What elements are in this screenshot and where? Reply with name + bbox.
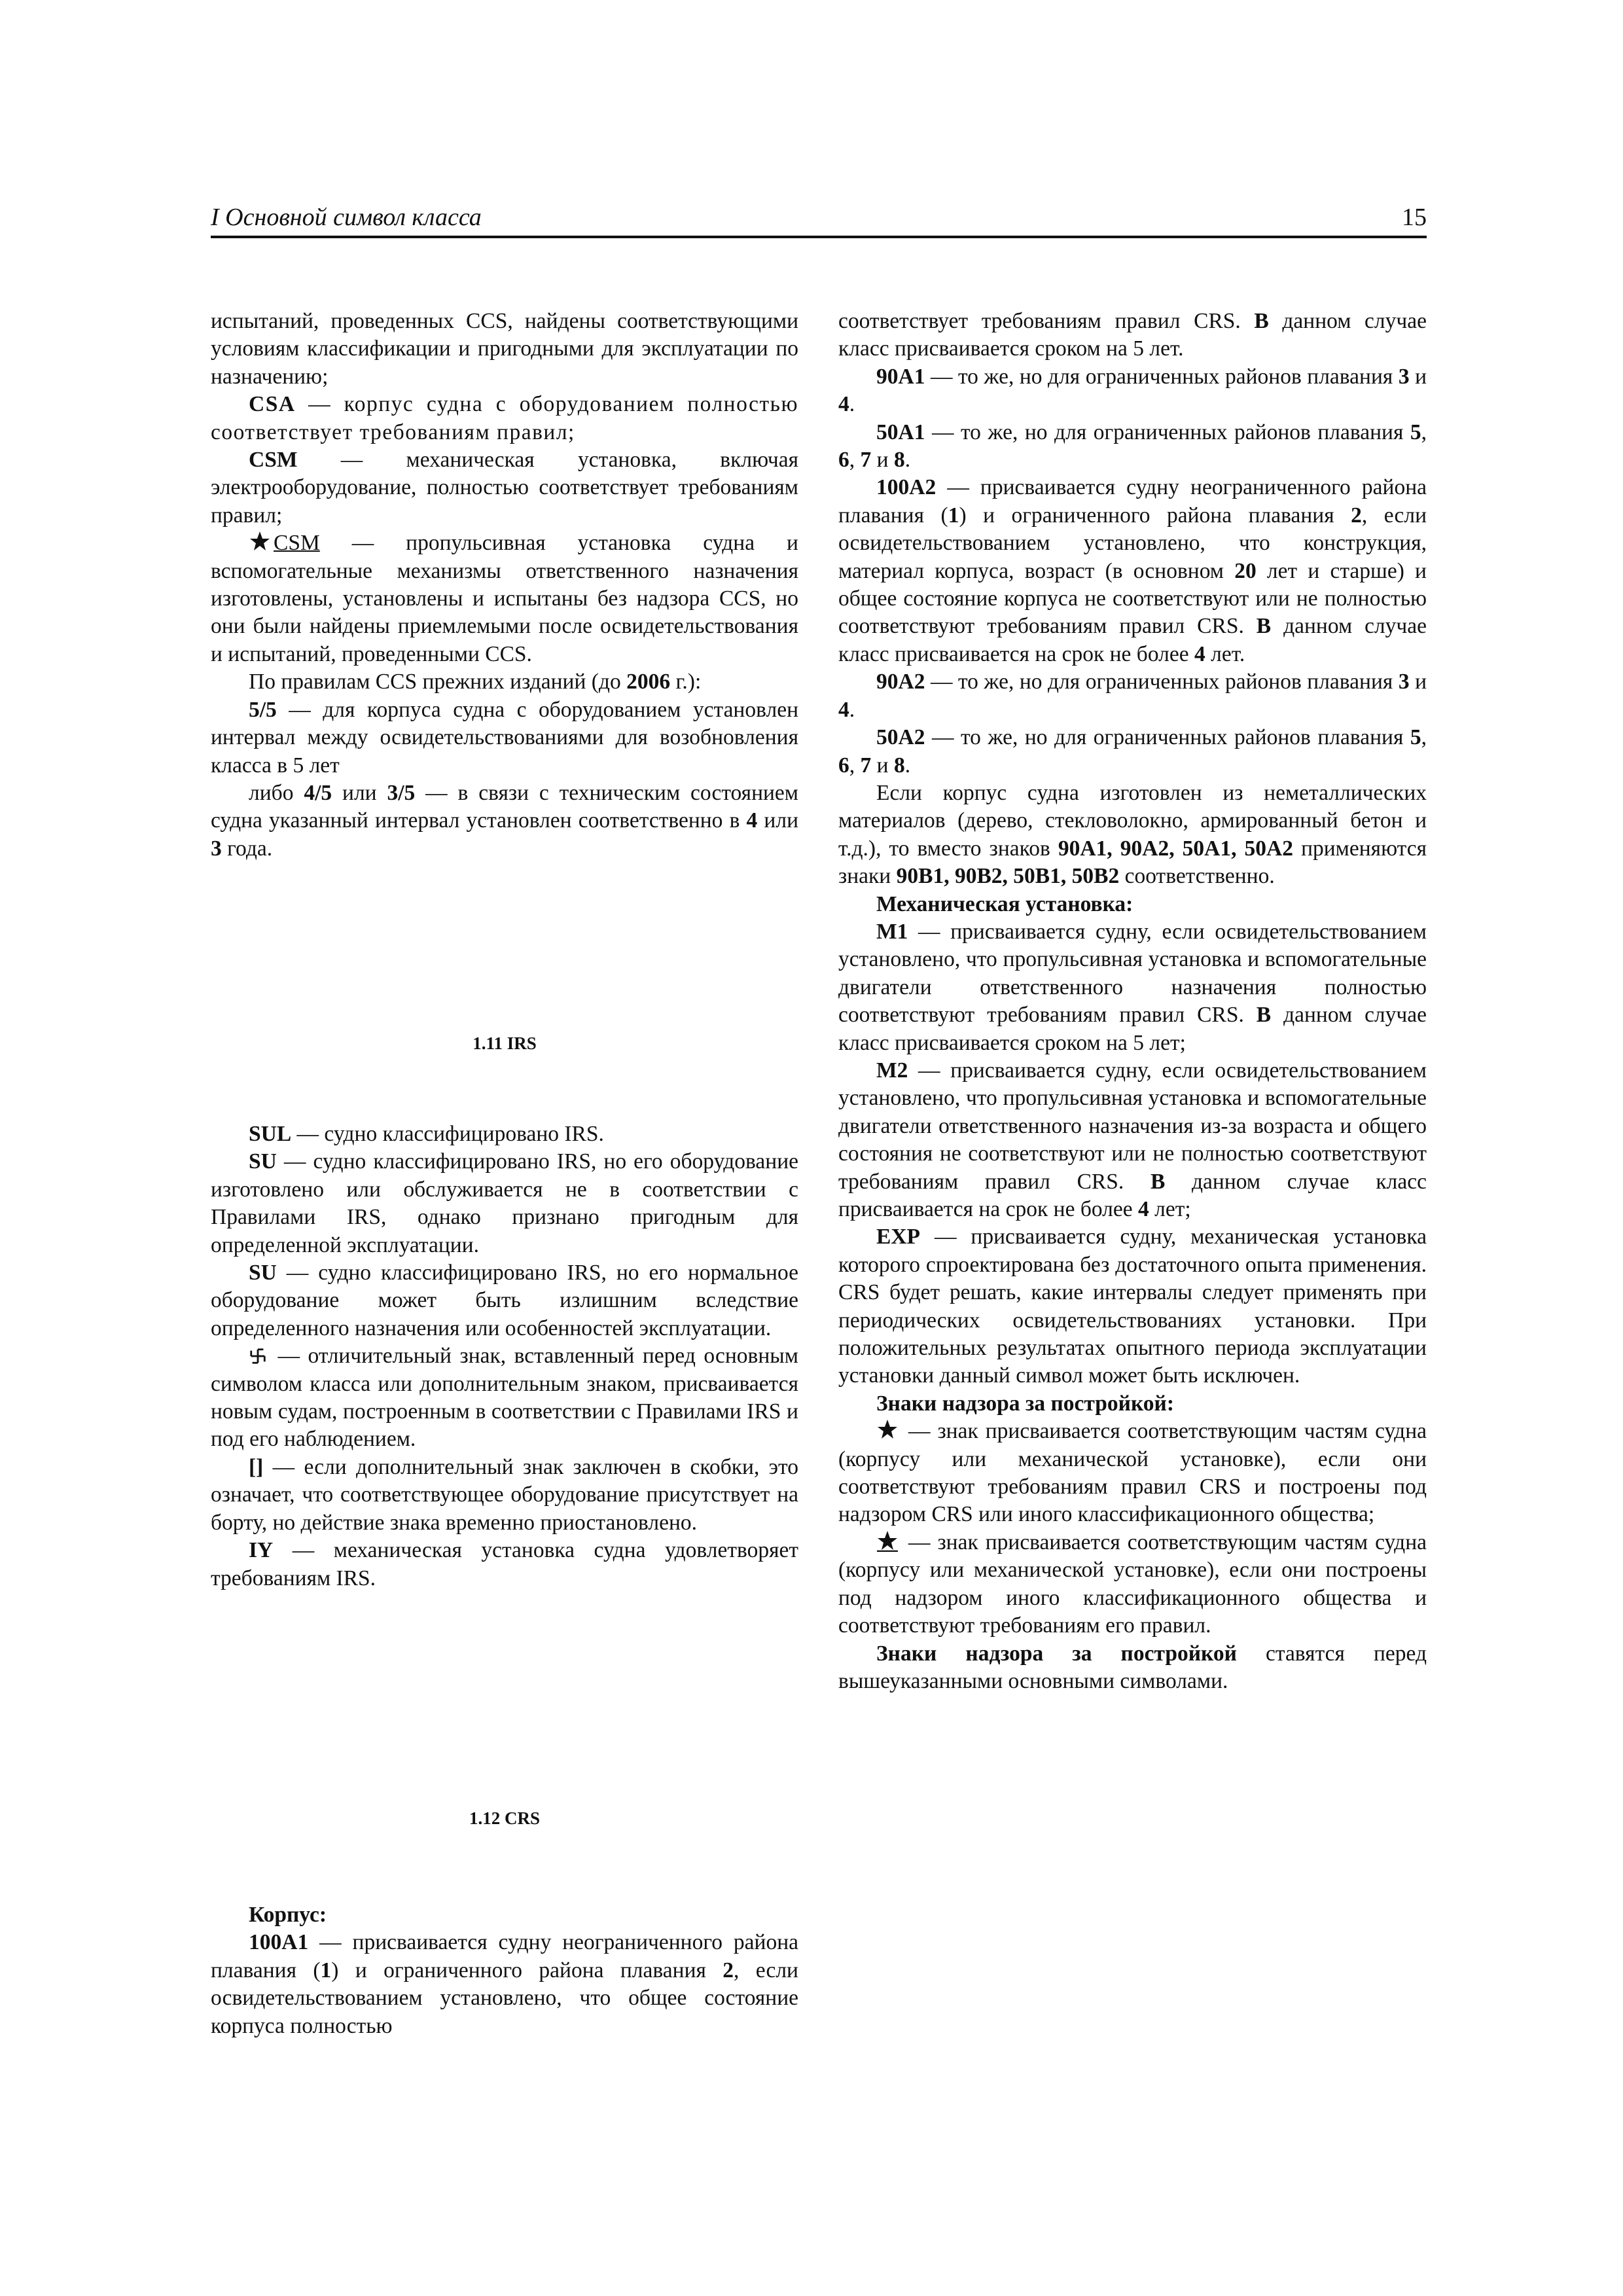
bold-term: В bbox=[1256, 614, 1272, 639]
text-run: — механическая установка судна удовлетворяет требованиям IRS. bbox=[211, 1538, 798, 1590]
text-run: , bbox=[1421, 420, 1427, 444]
paragraph bbox=[838, 419, 1427, 475]
bold-term: 3 bbox=[211, 836, 222, 861]
left-column-intro-block bbox=[211, 308, 798, 863]
text-run: данном случае класс присваивается на срок не более bbox=[838, 614, 1427, 666]
bold-term: CSM bbox=[249, 448, 298, 473]
bold-term: SU bbox=[249, 1149, 277, 1174]
text-run: испытаний, проведенных CCS, найдены соответствующими условиям классификации и пригодными для эксплуатации по назначению; bbox=[211, 309, 798, 389]
bold-term: В bbox=[1150, 1169, 1166, 1194]
text-run: , если освидетельствованием установлено, что конструкция, материал корпуса, возраст (в основном bbox=[838, 503, 1427, 583]
bold-term: 4 bbox=[838, 697, 849, 722]
bold-term: 4/5 bbox=[304, 780, 332, 805]
text-run: — корпус судна с оборудованием полностью соответствует требованиям правил; bbox=[211, 392, 798, 444]
page-header bbox=[211, 196, 1427, 238]
bold-term: 5 bbox=[1410, 725, 1421, 750]
text-run: . bbox=[904, 753, 911, 778]
text-run: . bbox=[904, 448, 911, 473]
bold-term: 8 bbox=[893, 448, 905, 473]
text-run: соответствует требованиям правил CRS. bbox=[838, 309, 1255, 333]
paragraph bbox=[211, 1454, 798, 1537]
bold-term: 90A1 bbox=[876, 364, 925, 389]
paragraph bbox=[838, 1418, 1427, 1529]
bold-term: 2 bbox=[1351, 503, 1362, 528]
maltese-cross-icon bbox=[249, 1347, 267, 1365]
page-number: 15 bbox=[1402, 204, 1427, 231]
left-column-irs-block bbox=[211, 1121, 798, 1592]
text-run: — то же, но для ограниченных районов плавания bbox=[925, 420, 1410, 444]
paragraph bbox=[211, 696, 798, 780]
bold-term: 4 bbox=[1194, 641, 1205, 666]
bold-term: Корпус: bbox=[249, 1903, 327, 1927]
text-run: . bbox=[849, 697, 855, 722]
paragraph bbox=[838, 1390, 1427, 1418]
text-run: , bbox=[849, 448, 861, 473]
text-run: — отличительный знак, вставленный перед основным символом класса или дополнительным знаком, присваивается новым судам, построенным в соответствии с Правилами IRS и под его наблюдением. bbox=[211, 1344, 798, 1452]
text-run: — в связи с техническим состоянием судна указанный интервал установлен соответственно в bbox=[211, 780, 798, 833]
bold-term: 6 bbox=[838, 448, 849, 473]
text-run: — то же, но для ограниченных районов плавания bbox=[925, 670, 1399, 694]
bold-term: 4 bbox=[1138, 1197, 1149, 1221]
text-run: данном случае класс присваивается сроком на 5 лет; bbox=[838, 1003, 1427, 1055]
bold-term: 4 bbox=[746, 808, 758, 833]
paragraph bbox=[211, 391, 798, 446]
text-run: данном случае класс присваивается сроком на 5 лет. bbox=[838, 309, 1427, 361]
bold-term: Знаки надзора за постройкой: bbox=[876, 1391, 1175, 1416]
paragraph bbox=[211, 1148, 798, 1259]
bold-term: [] bbox=[249, 1454, 264, 1479]
text-run: — присваивается судну, если освидетельствованием установлено, что пропульсивная установка и вспомогательные двигатели ответственного назначения из-за возраста и общего состояния не соответствуют или не полностью соответствуют требованиям правил CRS. bbox=[838, 1058, 1427, 1194]
text-run: , если освидетельствованием установлено, что общее состояние корпуса полностью bbox=[211, 1958, 798, 2038]
bold-term: 3/5 bbox=[387, 780, 416, 805]
bold-term: 5 bbox=[1410, 420, 1421, 444]
paragraph bbox=[211, 1259, 798, 1342]
paragraph bbox=[838, 1529, 1427, 1640]
star-icon bbox=[249, 530, 271, 552]
bold-term: 50A2 bbox=[876, 725, 925, 750]
text-run: и bbox=[871, 753, 894, 778]
text-run: Если корпус судна изготовлен из неметаллических материалов (дерево, стекловолокно, армированный бетон и т.д.), то вместо знаков bbox=[838, 780, 1427, 861]
right-column-block bbox=[838, 308, 1427, 1695]
bold-term: 4 bbox=[838, 392, 849, 417]
bold-term: 90B1, 90B2, 50B1, 50B2 bbox=[896, 864, 1120, 889]
bold-term: M2 bbox=[876, 1058, 908, 1083]
star-underlined-icon bbox=[876, 1530, 899, 1552]
bold-term: 8 bbox=[893, 753, 905, 778]
paragraph bbox=[211, 780, 798, 863]
paragraph bbox=[838, 891, 1427, 918]
running-title: I Основной символ класса bbox=[211, 204, 482, 231]
bold-term: Механическая установка: bbox=[876, 891, 1133, 916]
bold-term: IY bbox=[249, 1538, 274, 1563]
paragraph bbox=[838, 474, 1427, 668]
text-run: — судно классифицировано IRS, но его нормальное оборудование может быть излишним вследствие определенного назначения или особенностей эксплуатации. bbox=[211, 1261, 798, 1340]
paragraph bbox=[211, 1537, 798, 1592]
paragraph bbox=[838, 918, 1427, 1057]
section-heading-crs: 1.12 CRS bbox=[469, 1808, 540, 1828]
bold-term: 90A1, 90A2, 50A1, 50A2 bbox=[1058, 836, 1293, 861]
paragraph bbox=[838, 780, 1427, 891]
bold-term: M1 bbox=[876, 919, 908, 944]
bold-term: 6 bbox=[838, 753, 849, 778]
text-run: — присваивается судну, если освидетельствованием установлено, что пропульсивная установка и вспомогательные двигатели ответственного назначения полностью соответствуют требованиям правил CRS. bbox=[838, 919, 1427, 1028]
paragraph bbox=[211, 1342, 798, 1454]
text-run: По правилам CCS прежних изданий (до bbox=[249, 670, 627, 694]
text-run: и bbox=[1409, 364, 1427, 389]
text-run: лет; bbox=[1149, 1197, 1191, 1221]
bold-term: 100A2 bbox=[876, 475, 936, 500]
bold-term: 50A1 bbox=[876, 420, 925, 444]
text-run: г.): bbox=[670, 670, 702, 694]
bold-term: SU bbox=[249, 1261, 277, 1285]
text-run: , bbox=[1421, 725, 1427, 750]
bold-term: 100A1 bbox=[249, 1930, 309, 1955]
text-run: либо bbox=[249, 780, 304, 805]
bold-term: 3 bbox=[1398, 364, 1410, 389]
bold-term: 20 bbox=[1234, 558, 1257, 583]
bold-term: 2006 bbox=[626, 670, 671, 694]
text-run: — судно классифицировано IRS. bbox=[291, 1122, 604, 1146]
bold-term: 3 bbox=[1398, 670, 1410, 694]
paragraph bbox=[211, 308, 798, 391]
bold-term: В bbox=[1256, 1003, 1272, 1028]
text-run: — если дополнительный знак заключен в скобки, это означает, что соответствующее оборудование присутствует на борту, но действие знака временно приостановлено. bbox=[211, 1454, 798, 1535]
paragraph bbox=[838, 308, 1427, 363]
paragraph bbox=[838, 1223, 1427, 1390]
bold-term: EXP bbox=[876, 1225, 920, 1249]
text-run: — присваивается судну неограниченного района плавания ( bbox=[838, 475, 1427, 528]
text-run: или bbox=[757, 808, 798, 833]
text-run: лет. bbox=[1205, 641, 1245, 666]
bold-term: SUL bbox=[249, 1122, 292, 1146]
paragraph bbox=[838, 668, 1427, 724]
bold-term: 2 bbox=[722, 1958, 734, 1982]
bold-term: 7 bbox=[860, 753, 872, 778]
text-run: — знак присваивается соответствующим частям судна (корпусу или механической установке), если они построены под надзором иного классификационного общества и соответствуют требованиям его правил. bbox=[838, 1530, 1427, 1638]
text-run: и bbox=[871, 448, 894, 473]
star-icon bbox=[876, 1418, 899, 1441]
text-run: — то же, но для ограниченных районов плавания bbox=[925, 725, 1410, 750]
text-run: ставятся перед вышеуказанными основными символами. bbox=[838, 1641, 1427, 1693]
bold-term: 1 bbox=[948, 503, 959, 528]
paragraph bbox=[211, 529, 798, 668]
text-run: или bbox=[332, 780, 387, 805]
text-run: лет и старше) и общее состояние корпуса не соответствуют или не полностью соответствуют требованиям правил CRS. bbox=[838, 558, 1427, 639]
text-run: и bbox=[1409, 670, 1427, 694]
paragraph bbox=[211, 1901, 798, 1929]
text-run: — присваивается судну неограниченного района плавания ( bbox=[211, 1930, 798, 1982]
text-run: ) и ограниченного района плавания bbox=[331, 1958, 723, 1982]
bold-term: 5/5 bbox=[249, 697, 277, 722]
bold-term: В bbox=[1254, 309, 1269, 333]
bold-term: 90A2 bbox=[876, 670, 925, 694]
text-run: — то же, но для ограниченных районов плавания bbox=[925, 364, 1399, 389]
text-run: ) и ограниченного района плавания bbox=[959, 503, 1351, 528]
bold-term: Знаки надзора за постройкой bbox=[876, 1641, 1237, 1666]
text-run: — механическая установка, включая электрооборудование, полностью соответствует требованиям правил; bbox=[211, 448, 798, 528]
paragraph bbox=[211, 1121, 798, 1148]
bold-term: CSA bbox=[249, 392, 296, 417]
text-run: — пропульсивная установка судна и вспомогательные механизмы ответственного назначения изготовлены, установлены и испытаны без надзора CCS, но они были найдены приемлемыми после освидетельствования и испытаний, проведенными CCS. bbox=[211, 531, 798, 666]
paragraph bbox=[211, 668, 798, 696]
paragraph bbox=[838, 1057, 1427, 1223]
text-run: — знак присваивается соответствующим частям судна (корпусу или механической установке), если они соответствуют требованиям правил CRS и построены под надзором CRS или иного классификационного общества; bbox=[838, 1419, 1427, 1527]
section-heading-irs: 1.11 IRS bbox=[473, 1033, 537, 1053]
text-run: — для корпуса судна с оборудованием установлен интервал между освидетельствованиями для возобновления класса в 5 лет bbox=[211, 697, 798, 778]
text-run: CSM bbox=[274, 531, 320, 556]
text-run: данном случае класс присваивается на срок не более bbox=[838, 1169, 1427, 1221]
bold-term: 7 bbox=[860, 448, 872, 473]
paragraph bbox=[838, 363, 1427, 419]
bold-term: 1 bbox=[320, 1958, 332, 1982]
text-run: года. bbox=[221, 836, 273, 861]
left-column-crs-block bbox=[211, 1901, 798, 2040]
text-run: — судно классифицировано IRS, но его оборудование изготовлено или обслуживается не в соответствии с Правилами IRS, однако признано пригодным для определенной эксплуатации. bbox=[211, 1149, 798, 1257]
text-run: соответственно. bbox=[1119, 864, 1275, 889]
text-run: — присваивается судну, механическая установка которого спроектирована без достаточного опыта применения. CRS будет решать, какие интервалы следует применять при периодических освидетельствованиях установки. При положительных результатах опытного периода эксплуатации установки данный символ может быть исключен. bbox=[838, 1225, 1427, 1388]
paragraph bbox=[211, 446, 798, 529]
paragraph bbox=[838, 724, 1427, 780]
paragraph bbox=[838, 1640, 1427, 1696]
text-run: , bbox=[849, 753, 861, 778]
paragraph bbox=[211, 1929, 798, 2040]
text-run: применяются знаки bbox=[838, 836, 1427, 889]
text-run: . bbox=[849, 392, 855, 417]
